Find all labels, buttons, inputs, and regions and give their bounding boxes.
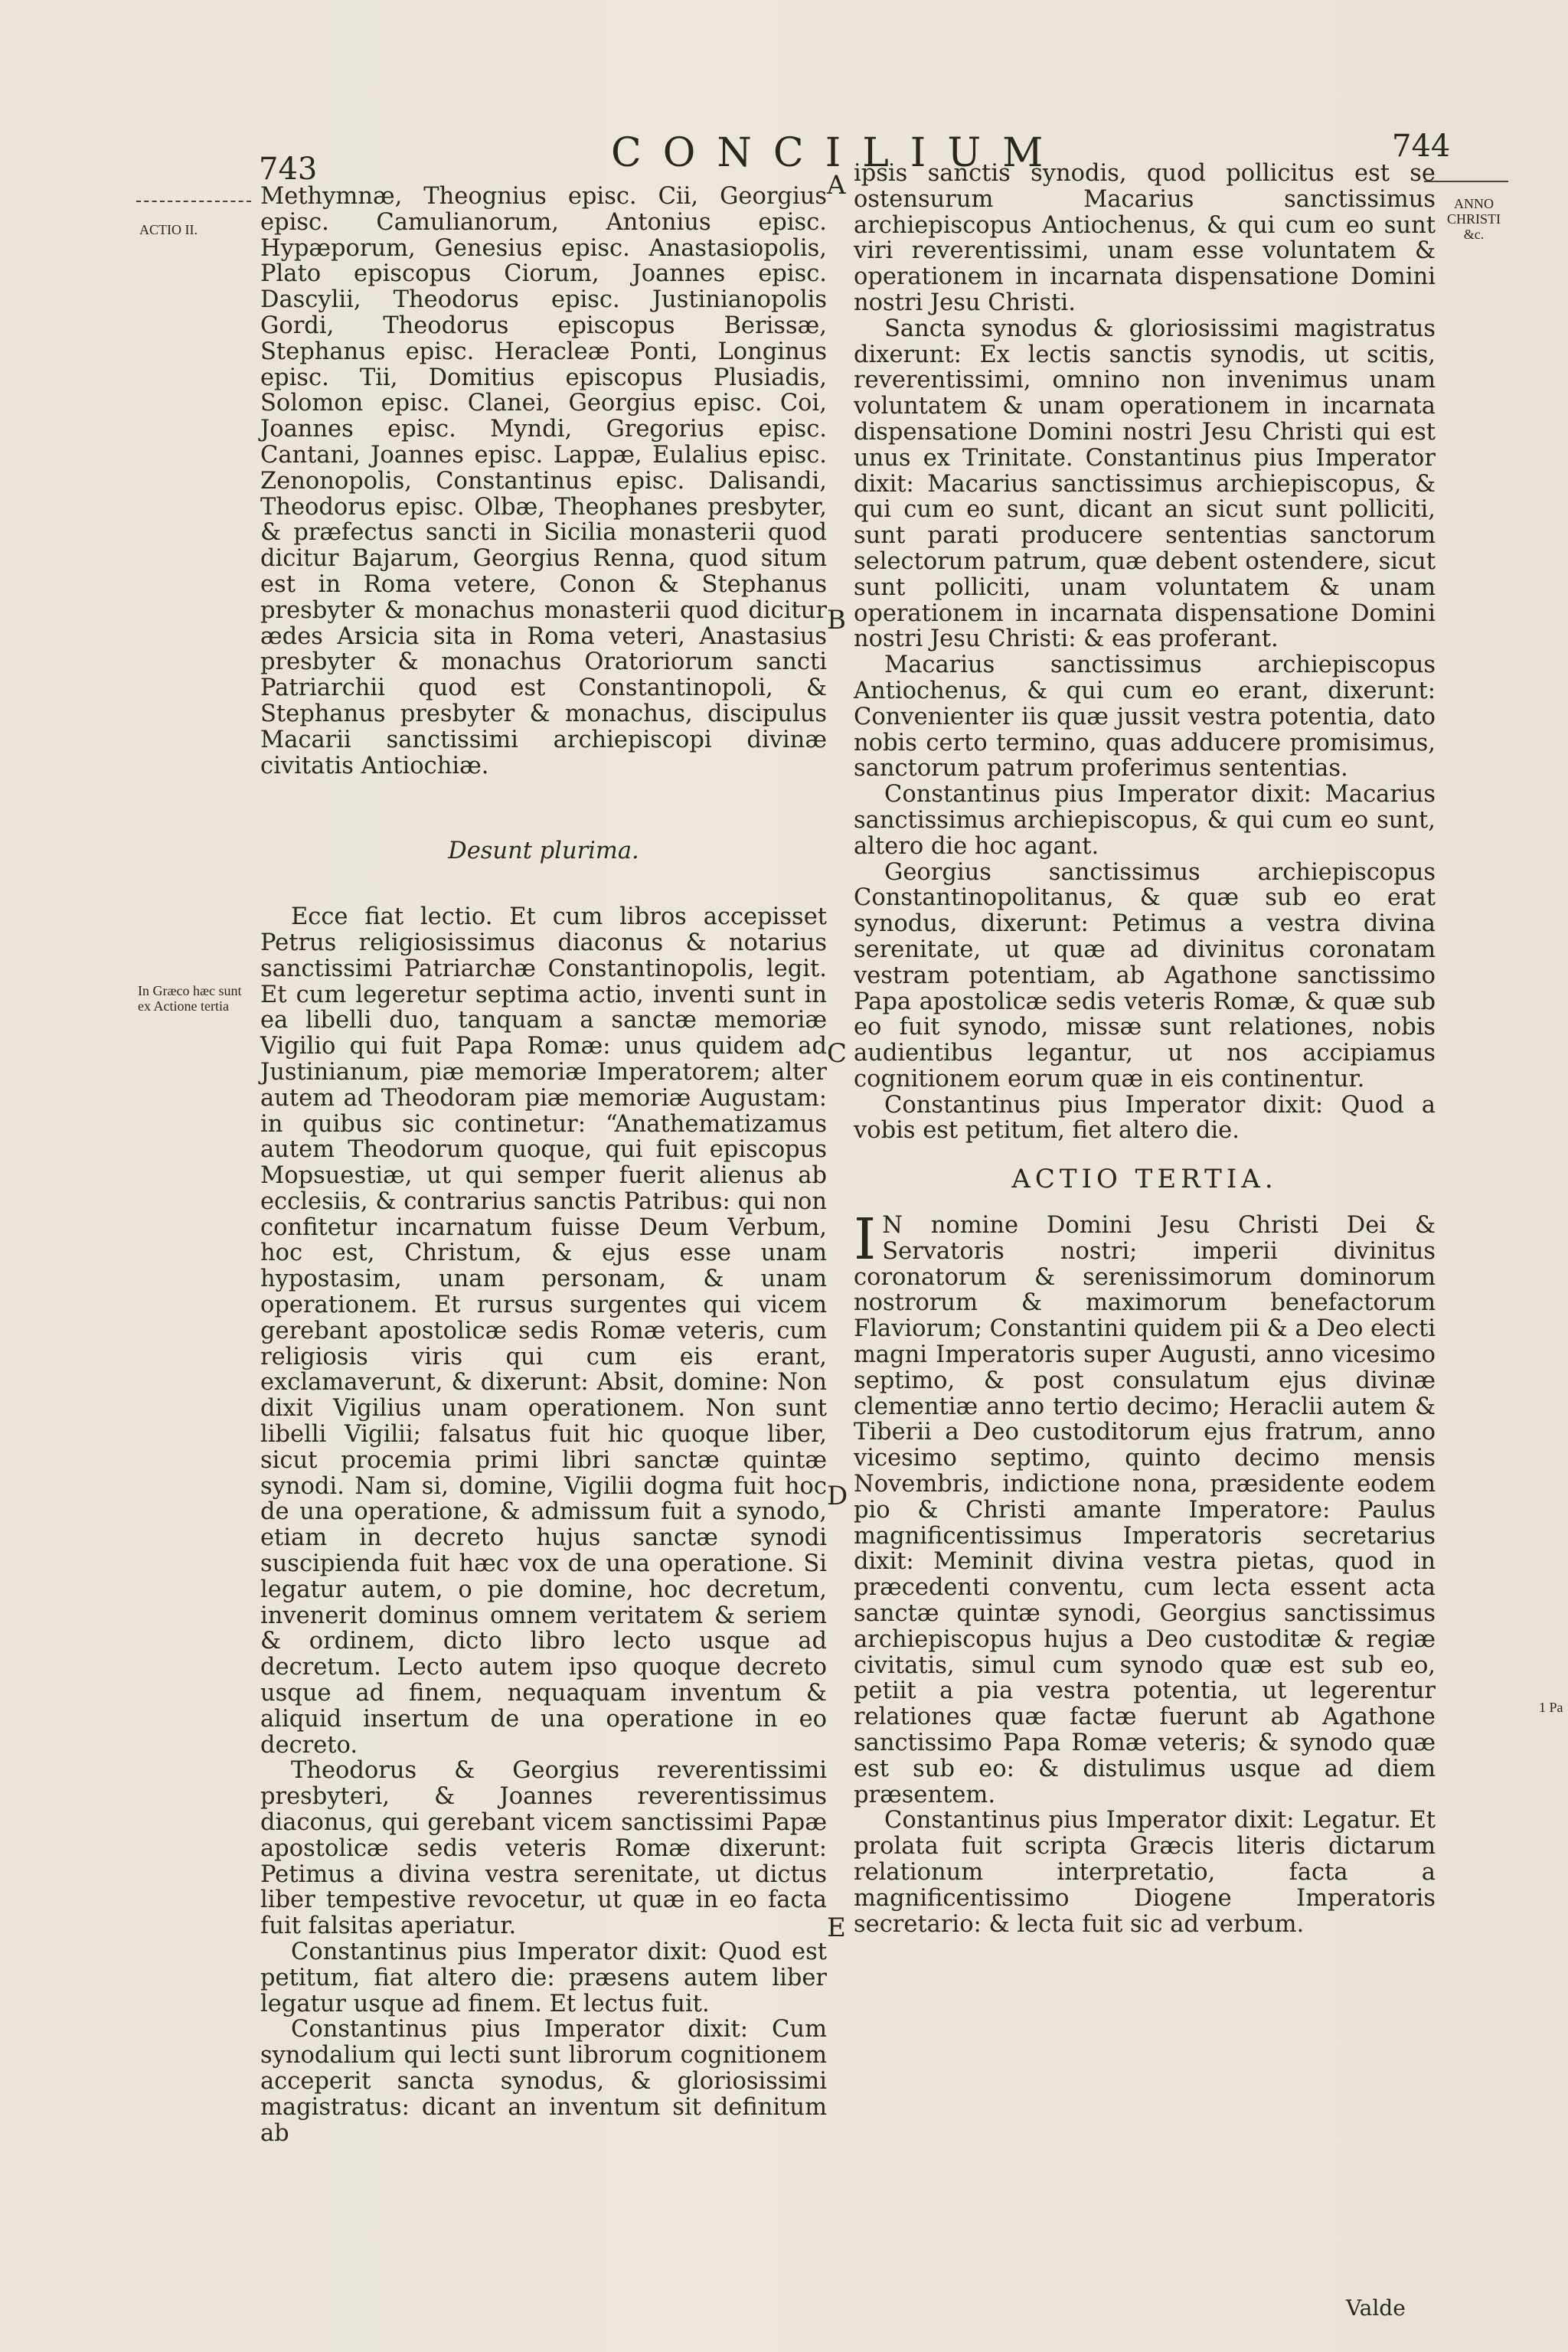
left-paragraph-4: Constantinus pius Imperator dixit: Quod est petitum, fiat altero die: præsens autem liber legatur usque ad finem. Et lectus fuit. <box>260 1939 827 2017</box>
right-paragraph-5: Georgius sanctissimus archiepiscopus Constantinopolitanus, & quæ sub eo erat synodus, dixerunt: Petimus a vestra divina serenitate, ut quæ ad divinitus coronatam vestram potentiam, ab Agathone sanctissimo Papa apostolicæ sedis veteris Romæ, & quæ sub eo fuit synodo, missæ sunt relationes, nobis audientibus legantur, ut nos accipiamus cognitionem eorum quæ in eis continentur. <box>854 858 1436 1093</box>
section-letter-c: C <box>827 1038 848 1069</box>
page-number-right: 744 <box>1392 129 1451 164</box>
left-paragraph-5: Constantinus pius Imperator dixit: Cum synodalium qui lecti sunt librorum cognitionem acceperit sancta synodus, & gloriosissimi magistratus: dicant an inventum sit definitum ab <box>260 2016 827 2147</box>
left-paragraph-1: Methymnæ, Theognius episc. Cii, Georgius episc. Camulianorum, Antonius episc. Hypæporum, Genesius episc. Anastasiopolis, Plato episcopus Ciorum, Joannes episc. Dascylii, Theodorus episc. Justinianopolis Gordi, Theodorus episcopus Berissæ, Stephanus episc. Heracleæ Ponti, Longinus episc. Tii, Domitius episcopus Plusiadis, Solomon episc. Clanei, Georgius episc. Coi, Joannes episc. Myndi, Gregorius episc. Cantani, Joannes episc. Lappæ, Eulalius episc. Zenonopolis, Constantinus episc. Dalisandi, Theodorus episc. Olbæ, Theophanes presbyter, & præfectus sancti in Sicilia monasterii quod dicitur Bajarum, Georgius Renna, quod situm est in Roma vetere, Conon & Stephanus presbyter & monachus monasterii quod dicitur ædes Arsicia sita in Roma veteri, Anastasius presbyter & monachus Oratoriorum sancti Patriarchii quod est Constantinopoli, & Stephanus presbyter & monachus, discipulus Macarii sanctissimi archiepiscopi divinæ civitatis Antiochiæ. <box>260 183 827 779</box>
catchword: Valde <box>1346 2295 1406 2321</box>
right-paragraph-2: Sancta synodus & gloriosissimi magistratus dixerunt: Ex lectis sanctis synodis, ut scitis, reverentissimi, omnino non invenimus unam voluntatem & unam operationem in incarnata dispensatione Domini nostri Jesu Christi qui est unus ex Trinitate. Constantinus pius Imperator dixit: Macarius sanctissimus archiepiscopus, & qui cum eo sunt, dicant an sicut sunt polliciti, sunt parati producere sententias sanctorum selectorum patrum, quæ debent ostendere, sicut sunt polliciti, unam voluntatem & unam operationem in incarnata dispensatione Domini nostri Jesu Christi: & eas proferant. <box>854 315 1436 653</box>
section-heading: ACTIO TERTIA. <box>1011 1164 1278 1195</box>
right-paragraph-7-text: N nomine Domini Jesu Christi Dei & Servatoris nostri; imperii divinitus coronatorum & serenissimorum dominorum nostrorum & maximorum benefactorum Flaviorum; Constantini quidem pii & a Deo electi magni Imperatoris super Augusti, anno vicesimo septimo, & post consulatum ejus divinæ clementiæ anno tertio decimo; Heraclii autem & Tiberii a Deo custoditorum ejus fratrum, anno vicesimo septimo, quinto decimo mensis Novembris, indictione nona, præsidente eodem pio & Christi amante Imperatore: Paulus magnificentissimus Imperatoris secretarius dixit: Meminit divina vestra pietas, quod in præcedenti conventu, cum lecta essent acta sanctæ quintæ synodi, Georgius sanctissimus archiepiscopus hujus a Deo custoditæ & regiæ civitatis, simul cum synodo quæ est sub eo, petiit a pia vestra potentia, ut legerentur relationes quæ factæ fuerunt ab Agathone sanctissimo Papa Romæ veteris; & synodo quæ est sub eo: & distulimus usque ad diem præsentem. <box>854 1212 1436 1808</box>
section-letter-b: B <box>827 605 846 635</box>
section-letter-a: A <box>827 170 846 201</box>
page-number-left: 743 <box>259 152 318 187</box>
drop-cap: I <box>854 1207 877 1273</box>
right-paragraph-3: Macarius sanctissimus archiepiscopus Antiochenus, & qui cum eo erant, dixerunt: Convenienter iis quæ jussit vestra potentia, dato nobis certo termino, quas adducere promisimus, sanctorum patrum proferimus sententias. <box>854 652 1436 782</box>
margin-note-actio: ACTIO II. <box>139 222 198 237</box>
running-title: CONCILIUM <box>611 130 1065 176</box>
margin-note-anno: ANNO CHRISTI &c. <box>1446 196 1501 242</box>
left-column <box>260 184 827 2146</box>
left-paragraph-3: Theodorus & Georgius reverentissimi presbyteri, & Joannes reverentissimus diaconus, qui gerebant vicem sanctissimi Papæ apostolicæ sedis veteris Romæ dixerunt: Petimus a divina vestra serenitate, ut dictus liber tempestive revocetur, ut quæ in eo facta fuit falsitas aperiatur. <box>260 1757 827 1940</box>
right-paragraph-4: Constantinus pius Imperator dixit: Macarius sanctissimus archiepiscopus, & qui cum eo sunt, altero die hoc agant. <box>854 781 1436 860</box>
margin-note-greek: In Græco hæc sunt ex Actione tertia <box>138 983 242 1014</box>
right-paragraph-8: Constantinus pius Imperator dixit: Legatur. Et prolata fuit scripta Græcis literis dictarum relationum interpretatio, facta a magnificentissimo Diogene Imperatoris secretario: & lecta fuit sic ad verbum. <box>854 1807 1436 1938</box>
margin-dash-rule <box>136 201 251 202</box>
section-letter-d: D <box>827 1481 848 1511</box>
right-paragraph-6: Constantinus pius Imperator dixit: Quod a vobis est petitum, fiet altero die. <box>854 1091 1436 1145</box>
section-letter-e: E <box>827 1913 846 1943</box>
margin-note-edge: 1 Pa <box>1539 1700 1563 1715</box>
right-paragraph-7 <box>854 1207 1436 1808</box>
desunt-note: Desunt plurima. <box>448 838 639 865</box>
header-rule <box>1424 181 1508 182</box>
right-column <box>854 161 1436 1937</box>
left-paragraph-2: Ecce fiat lectio. Et cum libros accepisset Petrus religiosissimus diaconus & notarius sanctissimi Patriarchæ Constantinopolis, legit. Et cum legeretur septima actio, inventi sunt in ea libelli duo, tanquam a sanctæ memoriæ Vigilio qui fuit Papa Romæ: unus quidem ad Justinianum, piæ memoriæ Imperatorem; alter autem ad Theodoram piæ memoriæ Augustam: in quibus sic continetur: “Anathematizamus autem Theodorum quoque, qui fuit episcopus Mopsuestiæ, ut qui semper fuerit alienus ab ecclesiis, & contrarius sanctis Patribus: qui non confitetur incarnatum fuisse Deum Verbum, hoc est, Christum, & ejus esse unam hypostasim, unam personam, & unam operationem. Et rursus surgentes qui vicem gerebant apostolicæ sedis Romæ veteris, cum religiosis viris qui cum eis erant, exclamaverunt, & dixerunt: Absit, domine: Non dixit Vigilius unam operationem. Non sunt libelli Vigilii; falsatus fuit hic quoque liber, sicut procemia primi libri sanctæ quintæ synodi. Nam si, domine, Vigilii dogma fuit hoc de una operatione, & admissum fuit a synodo, etiam in decreto hujus sanctæ synodi suscipienda fuit hæc vox de una operatione. Si legatur autem, o pie domine, hoc decretum, invenerit dominus omnem veritatem & seriem & ordinem, dicto libro lecto usque ad decretum. Lecto autem ipso quoque decreto usque ad finem, nequaquam inventum & aliquid insertum de una operatione in eo decreto. <box>260 903 827 1759</box>
right-paragraph-1: ipsis sanctis synodis, quod pollicitus est se ostensurum Macarius sanctissimus archiepiscopus Antiochenus, & qui cum eo sunt viri reverentissimi, unam esse voluntatem & operationem in incarnata dispensatione Domini nostri Jesu Christi. <box>854 160 1436 316</box>
